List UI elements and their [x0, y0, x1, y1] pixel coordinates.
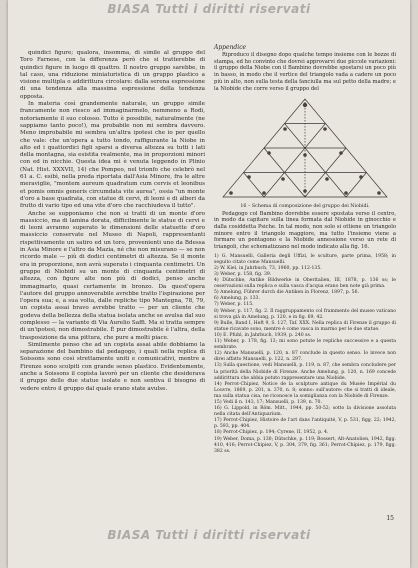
footnote: 5) Amelung, Führer durch die Antiken in Florenz, 1897, p. 56. [214, 290, 359, 296]
diagram-figure-marker [344, 191, 348, 195]
diagram-figure-marker [303, 189, 307, 193]
footnote: 2) W. Kiel, in Jahrbuch, 73, 1960, pp. 112-135. [214, 265, 322, 271]
footnote: 8) Weber, p. 117, fig. 2. Il raggruppamento col frammento del museo vaticano si trova già in Amelung, p. 120, e in fig. 69, 42. [214, 308, 396, 320]
appendix-heading: Appendice [214, 44, 247, 51]
footnote: 13) Sulla questione, vedi Mansuelli, p. 119, n. 87, che sembra concludere per la priorità della Niobide di Firenze. Anche Amelung, p. 120, n. 169 concede addirittura che abbia potuto rappresentare una Niobide. [214, 363, 396, 381]
footnote: 9) Bulle, Band I, Heft 9, S. 127, Taf. XXX. Nella replica di Firenze il gruppo di statue ricavate sono, mentre è come vasca in marmo per le due statue. [214, 320, 396, 332]
footnote: 17) Perrot-Chipiez, Histoire de l'art dans l'antiquité, V, p. 531, figg. 22; 1942, p. 593, pp. 404. [214, 418, 396, 430]
diagram-figure-marker [339, 151, 343, 155]
diagram-line [264, 124, 326, 198]
diagram-figure-marker [359, 175, 363, 179]
footnote: 18) Perrot-Chipiez, p. 194; Cyrene, II, 1952, p. 4. [214, 430, 329, 436]
footnotes [214, 254, 396, 455]
footnote: 12) Anche Mansuelli, p. 120, n. 87 conclude in questo senso. Io invece non direi affatto Mansuelli, p. 122, n. 297. [214, 351, 396, 363]
left-text-column [20, 50, 205, 393]
figure-caption: 16 – Schema di composizione del gruppo dei Niobidi. [240, 204, 370, 210]
appendix-intro-paragraph: Riproduco il disegno dopo qualche tempo insieme con le bozze di stampa, ed ho convinto che dovrei approvarvi due piccole variazioni: il gruppo della Niobe con il Bambino dovrebbe spostarsi un poco più in basso, in modo che il vertice del triangolo vada a cadere un poco più in alto, non sulla testa della fanciulla ma sul petto della madre; e la Niobide che corre verso il gruppo del [214, 52, 396, 92]
body-paragraph: Similmente penso che ad un copista assai abile dobbiamo la separazione del bambino dal pedagogo, i quali nella replica di Soissons sono così strettamente uniti e comunicativi, mentre a Firenze sono scolpiti con grande senso plastico. Evidentemente, anche a Soissons il copista lavorò per un cliente che desiderava il gruppo delle due statue isolate e non sentiva il bisogno di vedere entro il gruppo dal quale erano state avulse. [20, 341, 205, 392]
diagram-figure-marker [267, 151, 271, 155]
footnote: 19) Weber, Doma, p. 130; Dütschke, p. 119; Bossert, Alt-Anatolien, 1942, figg. 410, 416; Perrot-Chipiez, V, p. 304, 379, fig. 361; Perrot-Chipiez, p. 179, figg. 382 ss. [214, 436, 396, 454]
right-text-column [214, 52, 396, 455]
diagram-figure-marker [303, 153, 307, 157]
diagram-line [285, 124, 347, 198]
footnote: 15) Vedi il n. 143, 17; Mansuelli, p. 139, n. 70. [214, 399, 322, 405]
body-paragraph: Anche se supponiamo che non si tratti di un monte d'oro massiccio, ma di lamina dorata, difficilmente le statue di cervi e di leoni avranno superato le dimensioni delle statuette d'oro massiccio conservate nel Museo di Napoli, rappresentanti rispettivamente un satiro ed un toro, provenienti uno da Bdessa in Asia Minore e l'altro da Mazia, né che non misurano — se non ricordo male — più di dodici centimetri di altezza. Se il monte era in proporzione, non avrà superato i cinquanta centimetri. Un gruppo di Niobidi su un monte di cinquanta centimetri di altezza, con figure alte non più di dodici, penso anche immaginarlo, quasi certamente in bronzo. Da quest'opera l'autore del gruppo annoverabile avrebbe tratto l'ispirazione per l'opera sua; e, a sua volta, dalle repliche tipo Mantegna, 78, 79, un copista assai bravo avrebbe tratto — per un cliente che godeva della bellezza della statua isolata anche se avulsa dal suo complesso — la variante di Via Aurelio Saffi. Ma si tratta sempre di un'ipotesi, non dimostrabile. È pur dimostrabile è l'altra, della trasposizione da una pittura, che pure a molti piace. [20, 210, 205, 341]
watermark-top: BIASA Tutti i diritti riservati [107, 2, 311, 16]
diagram-figure-marker [377, 191, 381, 195]
composition-diagram-figure [219, 95, 391, 201]
diagram-figure-marker [323, 127, 327, 131]
watermark-bottom: BIASA Tutti i diritti riservati [107, 528, 311, 542]
footnote: 1) G. Mansuelli, Galleria degli Uffizi, le sculture, parte prima, 1958; in seguito citato come Mansuelli. [214, 253, 396, 265]
footnote: 6) Amelung, p. 133. [214, 296, 260, 302]
footnote: 4) Dütschke, Antike Bildwerke in Oberitalien, III, 1878, p. 136 ss; le osservazioni sulla replica e sulla vasca d'acqua erano ben note già prima. [214, 278, 396, 290]
body-paragraph: In materia così grandemente naturale, un gruppo simile francamente non riesco ad immaginarmelo, nemmeno a Rodi, notoriamente il suo colosso. Tutto è possibile, naturalmente (ne sappiamo tanto poco!), ma probabile non mi sembra davvero. Meno improbabile mi sembra un'altra ipotesi che io per quello che vale: che un'opera a tutto tondo, raffigurante la Niobe in alto ed i quattordici figli sparsi a diversa altezza su tutti i lati della montagna, sia esistita realmente, ma in proporzioni minori con ed in nicchie. Questa idea mi è venuta leggendo in Plinio (Nat. Hist. XXXVII, 14) che Pompeo, nel trionfo che celebrò nel 61 a. C. esibì, nella preda riportata dall'Asia Minore, fra le altre meraviglie, "montem aureum quadratum cum cervis et leonibus et pomis omnis generis circumdata vite aurea", ossia "un monte d'oro a base quadrata, con statue di cervi, di leoni e di alberi da frutto di vario tipo ed una vite d'oro che racchiudeva il tutto". [20, 101, 205, 210]
diagram-figure-marker [247, 175, 251, 179]
diagram-figure-marker [303, 103, 307, 107]
footnote: 3) Weber, p. 158, fig. 39. [214, 272, 272, 278]
footnote: 11) Weber, p. 178, fig. 13; mi sono potute le repliche successive e a questa sembrate. [214, 339, 396, 351]
diagram-figure-marker [262, 191, 266, 195]
diagram-figure-marker [229, 191, 233, 195]
footnote: 10) E. Pfuhl, in Jahrbuch, 1939, p. 240 ss. [214, 332, 312, 338]
appendix-continuation-paragraph: Pedagogo col Bambino dovrebbe essere spostata verso il centro, in modo da capitare sulla linea formata dal Niobide in ginocchio e dalla cosiddetta Psiche. In tal modo, non solo si ottiene un triangolo minore entro il triangolo maggiore, ma tutto l'insieme viene a formare un pentagono e la Niobide annessione verso un rete di triangoli, che schematizzano nel modo indicato alla fig. 16. [214, 210, 396, 251]
page-number: 15 [386, 515, 394, 522]
diagram-figure-marker [281, 177, 285, 181]
footnote: 7) Weber, p. 115. [214, 302, 254, 308]
diagram-figure-marker [325, 177, 329, 181]
footnote: 14) Perrot-Chipiez, Notice de la sculpture antique du Musée Impérial du Louvre, 1869, p. 201, n. 370, n. 8; sonno: sull'autore: che si tratti di ideale, ma sulla statua cisa, ne riconosce la somiglianza con la Niobide di Firenze. [214, 381, 396, 399]
diagram-figure-marker [283, 127, 287, 131]
body-paragraph: quindici figure; qualora, insomma, di simile al gruppo del Toro Farnese, con la differenza però che si tratterebbe di quindici figure in luogo di quattro. Il nostro gruppo sarebbe, in tal caso, una riduzione miniaturistica di un gruppo plastico a visione multipla o addirittura circolare: dalla serena espressione di una tendenza alla massima espressione della tendenza opposta. [20, 50, 205, 100]
diagram-line [244, 173, 265, 198]
footnote: 16) G. Lippold, in Röm. Mitt., 1944, pp. 50-52; sotto la divisione assoluta nella citata dell'Antiquarium. [214, 406, 396, 418]
scanned-book-page [8, 0, 410, 568]
diagram-line [346, 173, 367, 198]
